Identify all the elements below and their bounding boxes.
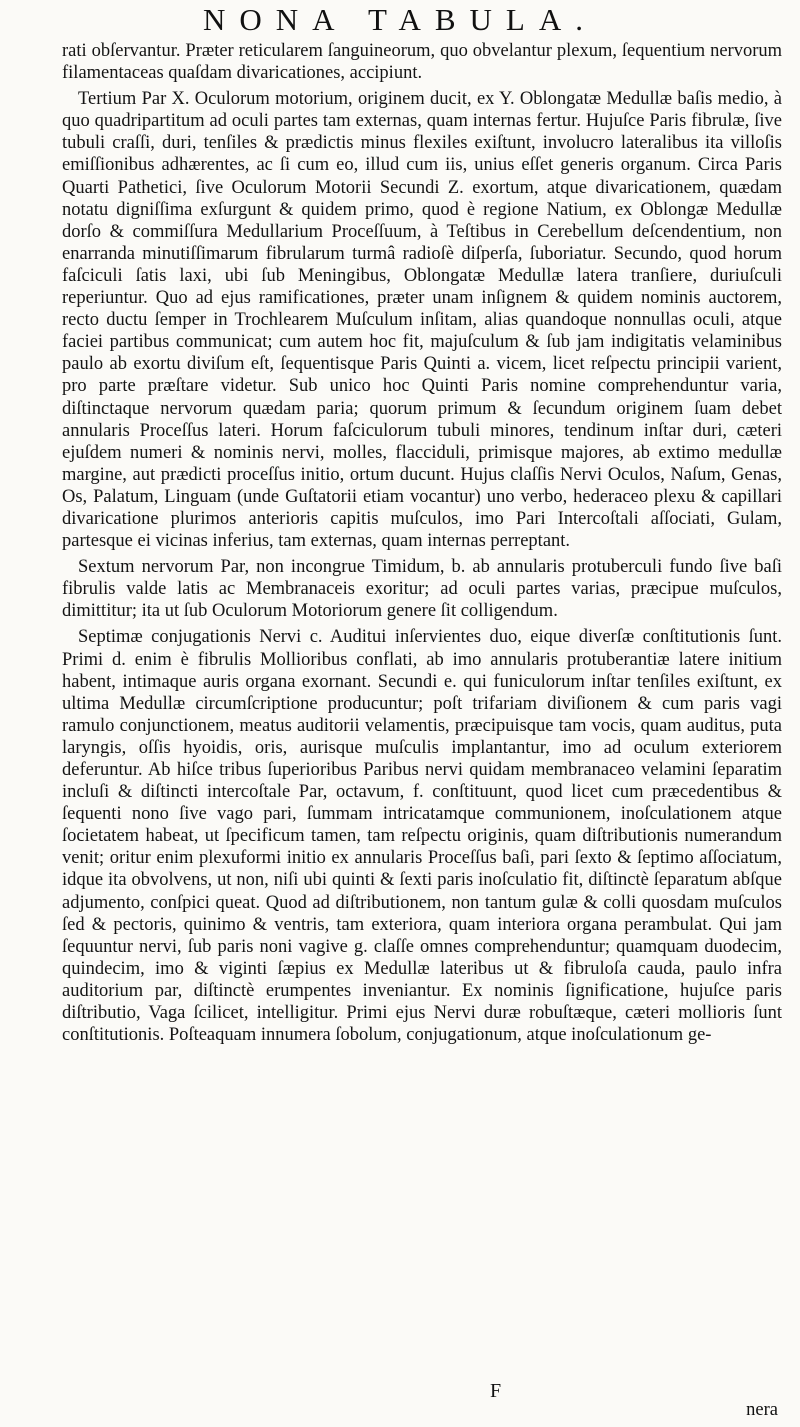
paragraph-seventh-pair: Septimæ conjugationis Nervi c. Auditui inſervientes duo, eique diverſæ conſtitutionis ſunt. Primi d. enim è fibrulis Mollioribus conflati, ab imo annularis protuberantiæ latere initium habent, intimaque auris organa exornant. Secundi e. qui funiculorum inſtar tenſiles exiſtunt, ex ultima Medullæ circumſcriptione producuntur; poſt trifariam diviſionem & cum paris vagi ramulo conjunctionem, meatus auditorii velamentis, præcipuisque tam vocis, quam auditus, puta laryngis, oſſis hyoidis, oris, aurisque muſculis implantantur, imo ad oculum exteriorem deferuntur. Ab hiſce tribus ſuperioribus Paribus nervi quidam membranaceo velamini ſeparatim incluſi & diſtincti intercoſtale Par, octavum, f. conſtituunt, quod licet cum præcedentibus & ſequenti nono ſive vago pari, ſummam intricatamque communionem, inoſculationem atque ſocietatem habeat, ut ſpecificum tamen, tam reſpectu originis, quam diſtributionis numerandum venit; oritur enim plexuformi initio ex annularis Proceſſus baſi, pari ſexto & ſeptimo aſſociatum, idque ita obvolvens, ut non, niſi ubi quinti & ſexti paris inoſculatio fit, diſtinctè ſeparatum abſque adjumento, conſpici queat. Quod ad diſtributionem, non tantum gulæ & colli quosdam muſculos ſed & pectoris, quinimo & ventris, tam exteriora, quam interiora organa perambulat. Qui jam ſequuntur nervi, ſub paris noni vagive g. claſſe omnes comprehenduntur; quamquam duodecim, quindecim, imo & viginti ſæpius ex Medullæ lateribus ut & fibruloſa cauda, paulo infra auditorium par, diſtinctè erumpentes inveniantur. Ex nominis ſignificatione, hujuſce paris diſtributio, Vaga ſcilicet, intelligitur. Primi ejus Nervi duræ robuſtæque, cæteri mollioris ſunt conſtitutionis. Poſteaquam innumera ſobolum, conjugationum, atque inoſculationum ge-	[62, 627, 782, 1046]
paragraph-continuation: rati obſervantur. Præter reticularem ſanguineorum, quo obvelantur plexum, ſequentium nervorum filamentaceas quaſdam divaricationes, accipiunt.	[62, 41, 782, 84]
catchword: nera	[746, 1400, 778, 1420]
running-title: NONA TABULA.	[202, 2, 597, 37]
body-text	[62, 40, 782, 1050]
paragraph-third-pair: Tertium Par X. Oculorum motorium, originem ducit, ex Y. Oblongatæ Medullæ baſis medio, à quo quadripartitum ad oculi partes tam externas, quam internas fertur. Hujuſce Paris fibrulæ, ſive tubuli craſſi, duri, tenſiles & prædictis minus flexiles exiſtunt, involucro lateralibus ita villoſis emiſſionibus adhærentes, ac ſi cum eo, illud cum iis, unius eſſet generis organum. Circa Paris Quarti Pathetici, ſive Oculorum Motorii Secundi Z. exortum, atque divaricationem, quædam notatu digniſſima exſurgunt & quidem primo, quod è regione Natium, ex Oblongæ Medullæ dorſo & commiſſura Medullarium Proceſſuum, à Teſtibus in Cerebellum deſcendentium, non enarranda minutiſſimarum fibrularum turmâ radioſè diſperſa, ſuboriatur. Secundo, quod horum faſciculi ſatis laxi, ubi ſub Meningibus, Oblongatæ Medullæ latera tranſiere, duriuſculi reperiuntur. Quo ad ejus ramificationes, præter unam inſignem & quidem nominis auctorem, recto ductu ſemper in Trochlearem Muſculum inſitam, alias quandoque nonnullas oculi, atque faciei partibus communicat; cum autem hoc fit, majuſculum & ſub jam indigitatis velaminibus paulo ab exortu diviſum eſt, ſequentisque Paris Quinti a. vicem, licet reſpectu principii varient, pro parte præſtare videtur. Sub unico hoc Quinti Paris nomine comprehenduntur varia, diſtinctaque nervorum quædam paria; quorum primum & ſecundum originem ſuam debet annularis Proceſſus lateri. Horum faſciculorum tubuli minores, tendinum inſtar duri, cæteri ejuſdem numeri & nominis nervi, molles, flacciduli, primisque majores, ab extimo medullæ margine, aut prædicti proceſſus initio, ortum ducunt. Hujus claſſis Nervi Oculos, Naſum, Genas, Os, Palatum, Linguam (unde Guſtatorii etiam vocantur) uno verbo, hederaceo plexu & capillari divaricatione plurimos anterioris capitis muſculos, imo Pari Intercoſtali aſſociati, Gulam, partesque ei vicinas inferius, tam externas, quam internas perreptant.	[62, 89, 782, 552]
paragraph-sixth-pair: Sextum nervorum Par, non incongrue Timidum, b. ab annularis protuberculi fundo ſive baſi fibrulis valde latis ac Membranaceis exoritur; ad oculi partes varias, præcipue muſculos, dimittitur; ita ut ſub Oculorum Motoriorum genere ſit colligendum.	[62, 557, 782, 622]
signature-mark: F	[490, 1380, 502, 1402]
